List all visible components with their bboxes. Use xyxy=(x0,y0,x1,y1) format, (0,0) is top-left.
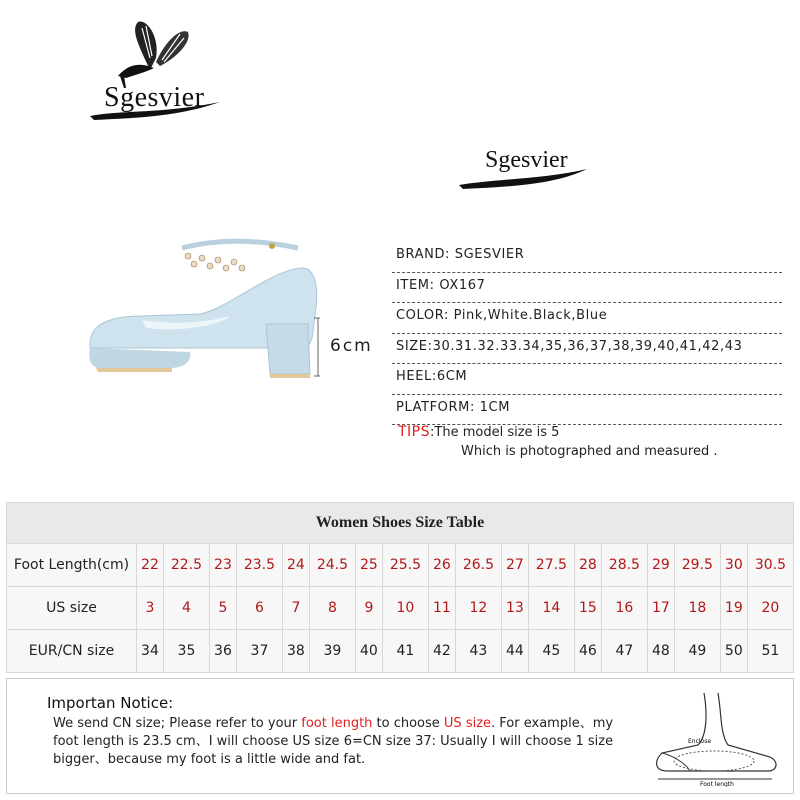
size-cell: 29 xyxy=(647,544,674,587)
table-row xyxy=(7,587,794,630)
wordmark-text: Sgesvier xyxy=(485,147,568,173)
product-specs xyxy=(392,242,782,425)
size-cell: 30 xyxy=(720,544,747,587)
size-cell: 10 xyxy=(382,587,428,630)
notice-body xyxy=(53,715,633,769)
size-cell: 44 xyxy=(501,630,528,673)
size-cell: 13 xyxy=(501,587,528,630)
size-cell: 37 xyxy=(236,630,282,673)
brand-logo xyxy=(80,18,230,130)
row-label: US size xyxy=(7,587,137,630)
size-cell: 38 xyxy=(282,630,309,673)
spec-heel: HEEL:6CM xyxy=(392,364,782,395)
size-cell: 4 xyxy=(163,587,209,630)
spec-item: ITEM: OX167 xyxy=(392,273,782,304)
size-cell: 14 xyxy=(528,587,574,630)
heel-height-label: 6cm xyxy=(330,336,373,356)
tips-note xyxy=(398,424,718,459)
size-cell: 12 xyxy=(455,587,501,630)
size-cell: 22.5 xyxy=(163,544,209,587)
spec-size: SIZE:30.31.32.33.34,35,36,37,38,39,40,41,42,43 xyxy=(392,334,782,365)
size-cell: 23.5 xyxy=(236,544,282,587)
size-cell: 36 xyxy=(209,630,236,673)
row-label: EUR/CN size xyxy=(7,630,137,673)
size-cell: 26 xyxy=(428,544,455,587)
size-cell: 41 xyxy=(382,630,428,673)
logo-brand-text: Sgesvier xyxy=(104,82,205,113)
size-cell: 50 xyxy=(720,630,747,673)
size-cell: 3 xyxy=(137,587,164,630)
size-cell: 7 xyxy=(282,587,309,630)
size-cell: 24.5 xyxy=(309,544,355,587)
size-cell: 45 xyxy=(528,630,574,673)
foot-measure-diagram xyxy=(648,687,783,787)
size-cell: 6 xyxy=(236,587,282,630)
size-cell: 48 xyxy=(647,630,674,673)
size-cell: 40 xyxy=(355,630,382,673)
spec-brand: BRAND: SGESVIER xyxy=(392,242,782,273)
shoe-product-image xyxy=(80,228,320,388)
foot-length-label: Foot length xyxy=(700,781,734,787)
size-cell: 29.5 xyxy=(674,544,720,587)
size-cell: 5 xyxy=(209,587,236,630)
size-cell: 35 xyxy=(163,630,209,673)
tips-line-2: Which is photographed and measured . xyxy=(461,444,718,459)
size-cell: 46 xyxy=(574,630,601,673)
row-label: Foot Length(cm) xyxy=(7,544,137,587)
spec-platform: PLATFORM: 1CM xyxy=(392,395,782,426)
size-cell: 27 xyxy=(501,544,528,587)
table-row xyxy=(7,630,794,673)
notice-text-1: We send CN size; Please refer to your xyxy=(53,716,302,731)
size-cell: 47 xyxy=(601,630,647,673)
table-row xyxy=(7,544,794,587)
size-cell: 8 xyxy=(309,587,355,630)
size-cell: 28 xyxy=(574,544,601,587)
size-cell: 26.5 xyxy=(455,544,501,587)
size-cell: 49 xyxy=(674,630,720,673)
size-cell: 28.5 xyxy=(601,544,647,587)
size-cell: 43 xyxy=(455,630,501,673)
size-table-title: Women Shoes Size Table xyxy=(7,503,794,544)
notice-heading: Importan Notice: xyxy=(47,694,174,712)
size-cell: 17 xyxy=(647,587,674,630)
size-cell: 11 xyxy=(428,587,455,630)
brand-wordmark xyxy=(455,145,595,195)
size-cell: 9 xyxy=(355,587,382,630)
size-cell: 42 xyxy=(428,630,455,673)
notice-text-3: . For example、my foot length is 23.5 cm、I will choose US size 6=CN size 37: Usually I will choose 1 size bigger、because my foot is a little wide and fat. xyxy=(53,716,614,767)
size-cell: 27.5 xyxy=(528,544,574,587)
enclose-label: Enclose xyxy=(688,738,712,745)
size-cell: 20 xyxy=(747,587,793,630)
size-cell: 23 xyxy=(209,544,236,587)
size-cell: 24 xyxy=(282,544,309,587)
size-cell: 34 xyxy=(137,630,164,673)
size-cell: 51 xyxy=(747,630,793,673)
foot-length-highlight: foot length xyxy=(301,716,373,731)
size-cell: 25 xyxy=(355,544,382,587)
spec-color: COLOR: Pink,White.Black,Blue xyxy=(392,303,782,334)
size-cell: 22 xyxy=(137,544,164,587)
size-cell: 39 xyxy=(309,630,355,673)
size-cell: 18 xyxy=(674,587,720,630)
size-cell: 19 xyxy=(720,587,747,630)
size-table xyxy=(6,502,794,673)
tips-line-1: :The model size is 5 xyxy=(430,425,560,440)
us-size-highlight: US size xyxy=(443,716,492,731)
size-cell: 25.5 xyxy=(382,544,428,587)
size-cell: 30.5 xyxy=(747,544,793,587)
size-cell: 15 xyxy=(574,587,601,630)
tips-label: TIPS xyxy=(398,424,431,440)
notice-box xyxy=(6,678,794,794)
notice-text-2: to choose xyxy=(372,716,444,731)
size-cell: 16 xyxy=(601,587,647,630)
